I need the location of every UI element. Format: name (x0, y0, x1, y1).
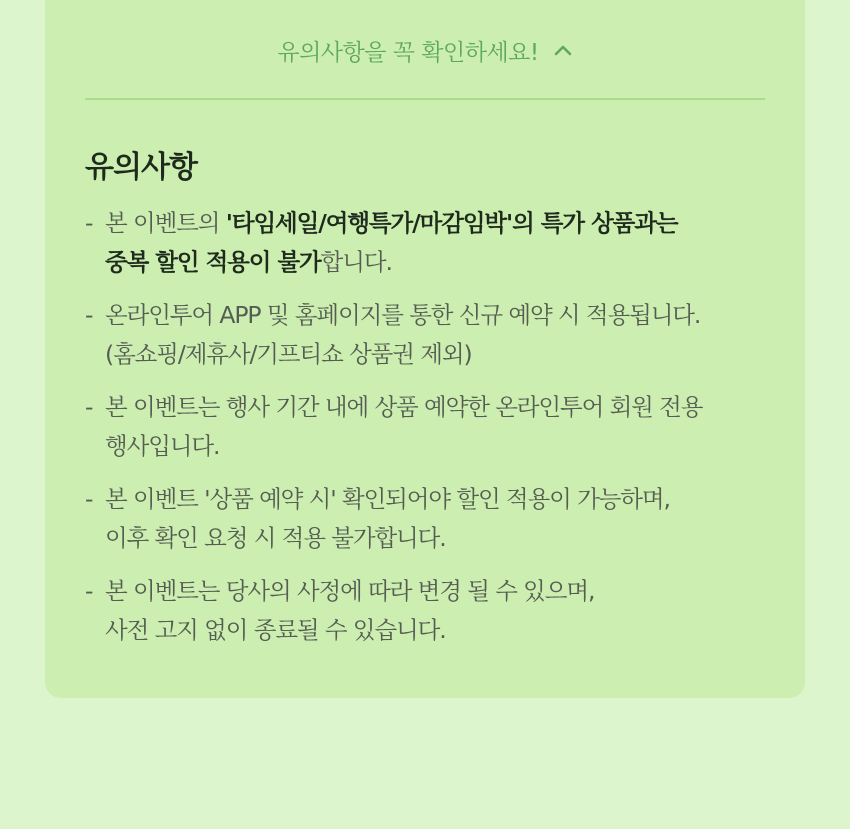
notice-card (45, 0, 805, 698)
notice-item (85, 204, 775, 281)
list-dash: - (85, 485, 93, 513)
notice-item (85, 296, 775, 373)
divider (85, 98, 765, 100)
notice-text: 본 이벤트는 당사의 사정에 따라 변경 될 수 있으며, (105, 577, 595, 605)
notice-list (85, 204, 775, 664)
notice-line (105, 204, 775, 243)
list-dash: - (85, 393, 93, 421)
list-dash: - (85, 301, 93, 329)
notice-toggle-label: 유의사항을 꼭 확인하세요! (277, 39, 539, 66)
notice-line (105, 243, 775, 282)
notice-text: 본 이벤트 '상품 예약 시' 확인되어야 할인 적용이 가능하며, (105, 485, 670, 513)
notice-item (85, 388, 775, 465)
notice-text: 이후 확인 요청 시 적용 불가합니다. (105, 523, 446, 552)
notice-item (85, 480, 775, 557)
chevron-up-icon (553, 43, 573, 57)
notice-text: 합니다. (320, 247, 392, 276)
notice-emphasis: 중복 할인 적용이 불가 (105, 247, 321, 276)
notice-item (85, 572, 775, 649)
list-dash: - (85, 209, 93, 237)
notice-text: 온라인투어 APP 및 홈페이지를 통한 신규 예약 시 적용됩니다. (105, 301, 701, 329)
notice-text: 사전 고지 없이 종료될 수 있습니다. (105, 615, 446, 644)
notice-text: (홈쇼핑/제휴사/기프티쇼 상품권 제외) (105, 339, 472, 368)
notice-text: 본 이벤트의 (105, 209, 226, 237)
list-dash: - (85, 577, 93, 605)
notice-text: 행사입니다. (105, 431, 220, 460)
notice-toggle-button[interactable] (45, 26, 805, 74)
section-title: 유의사항 (85, 150, 197, 185)
notice-emphasis: '타임세일/여행특가/마감임박'의 특가 상품과는 (225, 209, 678, 237)
notice-text: 본 이벤트는 행사 기간 내에 상품 예약한 온라인투어 회원 전용 (105, 393, 703, 421)
